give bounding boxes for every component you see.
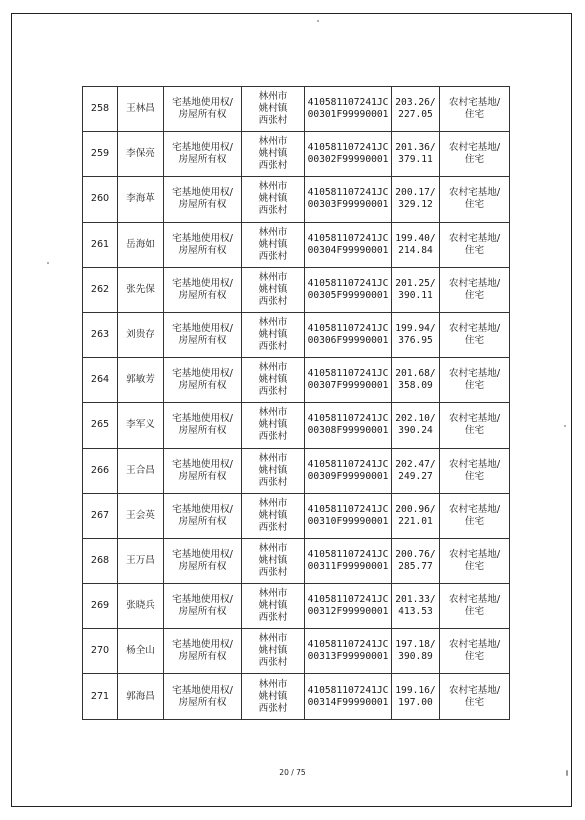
cell-location bbox=[242, 222, 305, 267]
table-row bbox=[83, 448, 510, 493]
cell-right-type-line: 宅基地使用权/ bbox=[172, 142, 233, 154]
cell-usage bbox=[440, 584, 510, 629]
cell-usage bbox=[440, 629, 510, 674]
cell-unit-code-line: 410581107241JC bbox=[307, 232, 389, 244]
cell-location-line: 姚村镇 bbox=[258, 283, 288, 295]
cell-area-line: 201.33/ bbox=[395, 594, 436, 606]
cell-area-line: 201.25/ bbox=[395, 277, 436, 289]
cell-location-line: 西张村 bbox=[258, 476, 288, 488]
cell-location bbox=[242, 132, 305, 177]
cell-unit-code-line: 00303F99990001 bbox=[307, 199, 389, 211]
scan-speck bbox=[564, 425, 566, 427]
cell-usage-line: 住宅 bbox=[464, 199, 485, 211]
cell-area-line: 199.40/ bbox=[395, 232, 436, 244]
cell-unit-code-line: 00313F99990001 bbox=[307, 651, 389, 663]
cell-location-line: 林州市 bbox=[258, 317, 288, 329]
cell-unit-code bbox=[305, 267, 392, 312]
cell-location-line: 林州市 bbox=[258, 678, 288, 690]
cell-area-line: 390.89 bbox=[398, 651, 433, 663]
table-row bbox=[83, 538, 510, 583]
cell-area-line: 376.95 bbox=[398, 335, 433, 347]
cell-location-line: 姚村镇 bbox=[258, 690, 288, 702]
cell-area-line: 201.36/ bbox=[395, 142, 436, 154]
cell-usage-line: 农村宅基地/ bbox=[448, 684, 501, 696]
cell-location-line: 西张村 bbox=[258, 386, 288, 398]
cell-unit-code bbox=[305, 493, 392, 538]
cell-right-type bbox=[164, 584, 242, 629]
cell-usage-line: 农村宅基地/ bbox=[448, 548, 501, 560]
cell-unit-code-line: 410581107241JC bbox=[307, 639, 389, 651]
cell-location-line: 姚村镇 bbox=[258, 464, 288, 476]
cell-number: 262 bbox=[83, 267, 118, 312]
cell-location-line: 林州市 bbox=[258, 452, 288, 464]
cell-usage-line: 农村宅基地/ bbox=[448, 323, 501, 335]
cell-owner-name: 李军义 bbox=[118, 403, 164, 448]
cell-location bbox=[242, 87, 305, 132]
cell-location bbox=[242, 448, 305, 493]
cell-usage bbox=[440, 222, 510, 267]
cell-right-type bbox=[164, 538, 242, 583]
cell-right-type-line: 宅基地使用权/ bbox=[172, 323, 233, 335]
cell-area bbox=[392, 87, 440, 132]
cell-usage-line: 农村宅基地/ bbox=[448, 187, 501, 199]
cell-area-line: 379.11 bbox=[398, 154, 433, 166]
cell-unit-code bbox=[305, 538, 392, 583]
cell-location-line: 姚村镇 bbox=[258, 103, 288, 115]
cell-area bbox=[392, 132, 440, 177]
scan-speck bbox=[47, 262, 49, 264]
cell-right-type-line: 房屋所有权 bbox=[178, 154, 227, 166]
cell-location-line: 西张村 bbox=[258, 431, 288, 443]
cell-usage-line: 农村宅基地/ bbox=[448, 368, 501, 380]
cell-usage-line: 农村宅基地/ bbox=[448, 277, 501, 289]
cell-area-line: 197.18/ bbox=[395, 639, 436, 651]
cell-usage-line: 住宅 bbox=[464, 154, 485, 166]
cell-unit-code-line: 410581107241JC bbox=[307, 458, 389, 470]
cell-location-line: 林州市 bbox=[258, 181, 288, 193]
cell-usage-line: 住宅 bbox=[464, 515, 485, 527]
cell-number: 264 bbox=[83, 358, 118, 403]
cell-right-type-line: 宅基地使用权/ bbox=[172, 548, 233, 560]
cell-unit-code bbox=[305, 674, 392, 719]
cell-usage bbox=[440, 493, 510, 538]
table-row bbox=[83, 267, 510, 312]
cell-unit-code-line: 00311F99990001 bbox=[307, 560, 389, 572]
cell-location-line: 西张村 bbox=[258, 295, 288, 307]
cell-area bbox=[392, 312, 440, 357]
cell-area-line: 390.11 bbox=[398, 289, 433, 301]
cell-location-line: 林州市 bbox=[258, 362, 288, 374]
scan-speck bbox=[317, 20, 319, 22]
cell-unit-code bbox=[305, 448, 392, 493]
cell-unit-code-line: 00312F99990001 bbox=[307, 606, 389, 618]
cell-location-line: 西张村 bbox=[258, 702, 288, 714]
cell-usage bbox=[440, 403, 510, 448]
cell-unit-code-line: 00304F99990001 bbox=[307, 244, 389, 256]
cell-area bbox=[392, 177, 440, 222]
cell-usage-line: 住宅 bbox=[464, 335, 485, 347]
cell-area-line: 329.12 bbox=[398, 199, 433, 211]
cell-location-line: 林州市 bbox=[258, 407, 288, 419]
cell-right-type-line: 房屋所有权 bbox=[178, 425, 227, 437]
cell-area-line: 390.24 bbox=[398, 425, 433, 437]
cell-usage bbox=[440, 312, 510, 357]
cell-unit-code-line: 410581107241JC bbox=[307, 413, 389, 425]
cell-right-type-line: 房屋所有权 bbox=[178, 651, 227, 663]
cell-location bbox=[242, 177, 305, 222]
cell-location-line: 西张村 bbox=[258, 657, 288, 669]
table-row bbox=[83, 403, 510, 448]
cell-usage-line: 农村宅基地/ bbox=[448, 97, 501, 109]
table-row bbox=[83, 222, 510, 267]
cell-owner-name: 刘贵存 bbox=[118, 312, 164, 357]
cell-usage-line: 农村宅基地/ bbox=[448, 142, 501, 154]
cell-area bbox=[392, 629, 440, 674]
cell-location-line: 林州市 bbox=[258, 91, 288, 103]
cell-unit-code bbox=[305, 87, 392, 132]
cell-number: 263 bbox=[83, 312, 118, 357]
cell-area-line: 227.05 bbox=[398, 109, 433, 121]
cell-unit-code-line: 410581107241JC bbox=[307, 684, 389, 696]
cell-location-line: 姚村镇 bbox=[258, 238, 288, 250]
cell-unit-code-line: 410581107241JC bbox=[307, 503, 389, 515]
cell-location-line: 西张村 bbox=[258, 566, 288, 578]
cell-usage-line: 住宅 bbox=[464, 109, 485, 121]
cell-location-line: 林州市 bbox=[258, 136, 288, 148]
registry-table-body bbox=[83, 87, 510, 720]
cell-right-type-line: 房屋所有权 bbox=[178, 244, 227, 256]
cell-right-type bbox=[164, 132, 242, 177]
cell-right-type-line: 房屋所有权 bbox=[178, 289, 227, 301]
cell-area-line: 199.94/ bbox=[395, 323, 436, 335]
cell-right-type-line: 宅基地使用权/ bbox=[172, 639, 233, 651]
cell-location bbox=[242, 403, 305, 448]
cell-unit-code-line: 00310F99990001 bbox=[307, 515, 389, 527]
cell-area-line: 413.53 bbox=[398, 606, 433, 618]
cell-owner-name: 张先保 bbox=[118, 267, 164, 312]
cell-location-line: 姚村镇 bbox=[258, 193, 288, 205]
cell-location-line: 西张村 bbox=[258, 612, 288, 624]
cell-area bbox=[392, 403, 440, 448]
cell-usage-line: 农村宅基地/ bbox=[448, 503, 501, 515]
table-row bbox=[83, 584, 510, 629]
cell-location-line: 西张村 bbox=[258, 250, 288, 262]
table-row bbox=[83, 493, 510, 538]
cell-number: 269 bbox=[83, 584, 118, 629]
cell-area bbox=[392, 267, 440, 312]
cell-number: 270 bbox=[83, 629, 118, 674]
cell-unit-code bbox=[305, 403, 392, 448]
cell-location-line: 姚村镇 bbox=[258, 645, 288, 657]
cell-number: 265 bbox=[83, 403, 118, 448]
cell-number: 259 bbox=[83, 132, 118, 177]
cell-unit-code bbox=[305, 312, 392, 357]
cell-unit-code-line: 410581107241JC bbox=[307, 142, 389, 154]
cell-unit-code-line: 00301F99990001 bbox=[307, 109, 389, 121]
cell-right-type bbox=[164, 177, 242, 222]
cell-unit-code bbox=[305, 177, 392, 222]
cell-unit-code-line: 410581107241JC bbox=[307, 323, 389, 335]
cell-usage-line: 住宅 bbox=[464, 380, 485, 392]
cell-area-line: 202.47/ bbox=[395, 458, 436, 470]
cell-usage-line: 农村宅基地/ bbox=[448, 458, 501, 470]
cell-usage-line: 住宅 bbox=[464, 560, 485, 572]
cell-unit-code-line: 00306F99990001 bbox=[307, 335, 389, 347]
cell-usage-line: 农村宅基地/ bbox=[448, 639, 501, 651]
cell-right-type-line: 宅基地使用权/ bbox=[172, 277, 233, 289]
cell-usage-line: 住宅 bbox=[464, 244, 485, 256]
cell-area-line: 214.84 bbox=[398, 244, 433, 256]
cell-location-line: 西张村 bbox=[258, 341, 288, 353]
cell-right-type-line: 宅基地使用权/ bbox=[172, 503, 233, 515]
cell-location-line: 西张村 bbox=[258, 115, 288, 127]
cell-usage bbox=[440, 674, 510, 719]
cell-right-type-line: 房屋所有权 bbox=[178, 606, 227, 618]
table-row bbox=[83, 177, 510, 222]
cell-unit-code bbox=[305, 584, 392, 629]
cell-right-type-line: 房屋所有权 bbox=[178, 335, 227, 347]
cell-right-type-line: 房屋所有权 bbox=[178, 515, 227, 527]
page-number: 20 / 75 bbox=[279, 768, 306, 777]
cell-unit-code-line: 410581107241JC bbox=[307, 548, 389, 560]
cell-right-type-line: 房屋所有权 bbox=[178, 199, 227, 211]
cell-location-line: 姚村镇 bbox=[258, 554, 288, 566]
cell-area bbox=[392, 448, 440, 493]
cell-owner-name: 王会英 bbox=[118, 493, 164, 538]
cell-area-line: 199.16/ bbox=[395, 684, 436, 696]
cell-area bbox=[392, 538, 440, 583]
table-row bbox=[83, 629, 510, 674]
cell-unit-code-line: 00302F99990001 bbox=[307, 154, 389, 166]
cell-area-line: 200.76/ bbox=[395, 548, 436, 560]
cell-area-line: 200.96/ bbox=[395, 503, 436, 515]
cell-owner-name: 王万昌 bbox=[118, 538, 164, 583]
cell-unit-code-line: 00308F99990001 bbox=[307, 425, 389, 437]
cell-right-type-line: 宅基地使用权/ bbox=[172, 368, 233, 380]
cell-location-line: 姚村镇 bbox=[258, 148, 288, 160]
cell-location-line: 林州市 bbox=[258, 497, 288, 509]
cell-right-type bbox=[164, 629, 242, 674]
cell-right-type bbox=[164, 674, 242, 719]
cell-right-type bbox=[164, 493, 242, 538]
cell-number: 271 bbox=[83, 674, 118, 719]
cell-location bbox=[242, 538, 305, 583]
cell-area-line: 358.09 bbox=[398, 380, 433, 392]
cell-location bbox=[242, 674, 305, 719]
cell-unit-code-line: 00309F99990001 bbox=[307, 470, 389, 482]
cell-unit-code-line: 410581107241JC bbox=[307, 187, 389, 199]
cell-owner-name: 杨全山 bbox=[118, 629, 164, 674]
cell-location bbox=[242, 358, 305, 403]
cell-number: 266 bbox=[83, 448, 118, 493]
cell-right-type bbox=[164, 312, 242, 357]
cell-right-type-line: 宅基地使用权/ bbox=[172, 413, 233, 425]
cell-owner-name: 张晓兵 bbox=[118, 584, 164, 629]
cell-right-type-line: 宅基地使用权/ bbox=[172, 594, 233, 606]
cell-number: 260 bbox=[83, 177, 118, 222]
cell-location-line: 西张村 bbox=[258, 521, 288, 533]
cell-usage-line: 住宅 bbox=[464, 470, 485, 482]
cell-location-line: 西张村 bbox=[258, 205, 288, 217]
cell-number: 268 bbox=[83, 538, 118, 583]
cell-usage-line: 住宅 bbox=[464, 696, 485, 708]
cell-right-type-line: 宅基地使用权/ bbox=[172, 187, 233, 199]
cell-right-type-line: 宅基地使用权/ bbox=[172, 458, 233, 470]
cell-location-line: 姚村镇 bbox=[258, 600, 288, 612]
cell-area-line: 249.27 bbox=[398, 470, 433, 482]
cell-usage bbox=[440, 538, 510, 583]
cell-location bbox=[242, 629, 305, 674]
cell-right-type-line: 房屋所有权 bbox=[178, 696, 227, 708]
cell-unit-code-line: 00314F99990001 bbox=[307, 696, 389, 708]
cell-right-type-line: 房屋所有权 bbox=[178, 560, 227, 572]
cell-unit-code-line: 410581107241JC bbox=[307, 277, 389, 289]
cell-location-line: 林州市 bbox=[258, 226, 288, 238]
cell-usage-line: 农村宅基地/ bbox=[448, 232, 501, 244]
cell-location-line: 林州市 bbox=[258, 542, 288, 554]
cell-area-line: 197.00 bbox=[398, 696, 433, 708]
cell-owner-name: 郭敏芳 bbox=[118, 358, 164, 403]
cell-location-line: 林州市 bbox=[258, 588, 288, 600]
cell-number: 258 bbox=[83, 87, 118, 132]
cell-location-line: 姚村镇 bbox=[258, 419, 288, 431]
cell-right-type bbox=[164, 403, 242, 448]
cell-right-type-line: 宅基地使用权/ bbox=[172, 232, 233, 244]
table-row bbox=[83, 87, 510, 132]
cell-usage-line: 住宅 bbox=[464, 289, 485, 301]
cell-location bbox=[242, 267, 305, 312]
cell-owner-name: 岳海如 bbox=[118, 222, 164, 267]
cell-area-line: 285.77 bbox=[398, 560, 433, 572]
cell-unit-code-line: 00305F99990001 bbox=[307, 289, 389, 301]
cell-owner-name: 李保亮 bbox=[118, 132, 164, 177]
cell-usage-line: 住宅 bbox=[464, 425, 485, 437]
cell-location bbox=[242, 493, 305, 538]
table-row bbox=[83, 358, 510, 403]
cell-unit-code-line: 410581107241JC bbox=[307, 594, 389, 606]
cell-owner-name: 李海革 bbox=[118, 177, 164, 222]
cell-location-line: 姚村镇 bbox=[258, 509, 288, 521]
cell-right-type-line: 房屋所有权 bbox=[178, 109, 227, 121]
scan-speck bbox=[566, 770, 568, 776]
cell-right-type bbox=[164, 222, 242, 267]
cell-unit-code-line: 00307F99990001 bbox=[307, 380, 389, 392]
cell-unit-code-line: 410581107241JC bbox=[307, 368, 389, 380]
cell-area bbox=[392, 358, 440, 403]
cell-area bbox=[392, 674, 440, 719]
cell-area bbox=[392, 222, 440, 267]
table-row bbox=[83, 674, 510, 719]
cell-area-line: 200.17/ bbox=[395, 187, 436, 199]
cell-location-line: 姚村镇 bbox=[258, 374, 288, 386]
cell-unit-code bbox=[305, 629, 392, 674]
cell-owner-name: 郭海昌 bbox=[118, 674, 164, 719]
cell-right-type bbox=[164, 358, 242, 403]
cell-right-type-line: 房屋所有权 bbox=[178, 380, 227, 392]
cell-location-line: 西张村 bbox=[258, 160, 288, 172]
cell-right-type-line: 宅基地使用权/ bbox=[172, 97, 233, 109]
cell-usage bbox=[440, 448, 510, 493]
cell-right-type-line: 宅基地使用权/ bbox=[172, 684, 233, 696]
cell-usage bbox=[440, 87, 510, 132]
cell-right-type bbox=[164, 267, 242, 312]
cell-usage-line: 住宅 bbox=[464, 651, 485, 663]
cell-usage bbox=[440, 358, 510, 403]
cell-number: 261 bbox=[83, 222, 118, 267]
cell-area-line: 202.10/ bbox=[395, 413, 436, 425]
cell-area-line: 201.68/ bbox=[395, 368, 436, 380]
cell-unit-code bbox=[305, 358, 392, 403]
cell-usage bbox=[440, 132, 510, 177]
table-row bbox=[83, 312, 510, 357]
cell-right-type-line: 房屋所有权 bbox=[178, 470, 227, 482]
cell-unit-code bbox=[305, 132, 392, 177]
cell-location-line: 林州市 bbox=[258, 633, 288, 645]
cell-unit-code-line: 410581107241JC bbox=[307, 97, 389, 109]
registry-table bbox=[82, 86, 510, 720]
cell-area bbox=[392, 584, 440, 629]
cell-location-line: 林州市 bbox=[258, 271, 288, 283]
cell-right-type bbox=[164, 87, 242, 132]
cell-number: 267 bbox=[83, 493, 118, 538]
cell-usage-line: 农村宅基地/ bbox=[448, 594, 501, 606]
cell-usage bbox=[440, 267, 510, 312]
cell-area-line: 203.26/ bbox=[395, 97, 436, 109]
cell-location bbox=[242, 312, 305, 357]
cell-usage bbox=[440, 177, 510, 222]
cell-area-line: 221.01 bbox=[398, 515, 433, 527]
cell-owner-name: 王林昌 bbox=[118, 87, 164, 132]
cell-area bbox=[392, 493, 440, 538]
cell-location-line: 姚村镇 bbox=[258, 329, 288, 341]
cell-unit-code bbox=[305, 222, 392, 267]
cell-usage-line: 农村宅基地/ bbox=[448, 413, 501, 425]
table-row bbox=[83, 132, 510, 177]
cell-location bbox=[242, 584, 305, 629]
cell-right-type bbox=[164, 448, 242, 493]
cell-owner-name: 王合昌 bbox=[118, 448, 164, 493]
cell-usage-line: 住宅 bbox=[464, 606, 485, 618]
